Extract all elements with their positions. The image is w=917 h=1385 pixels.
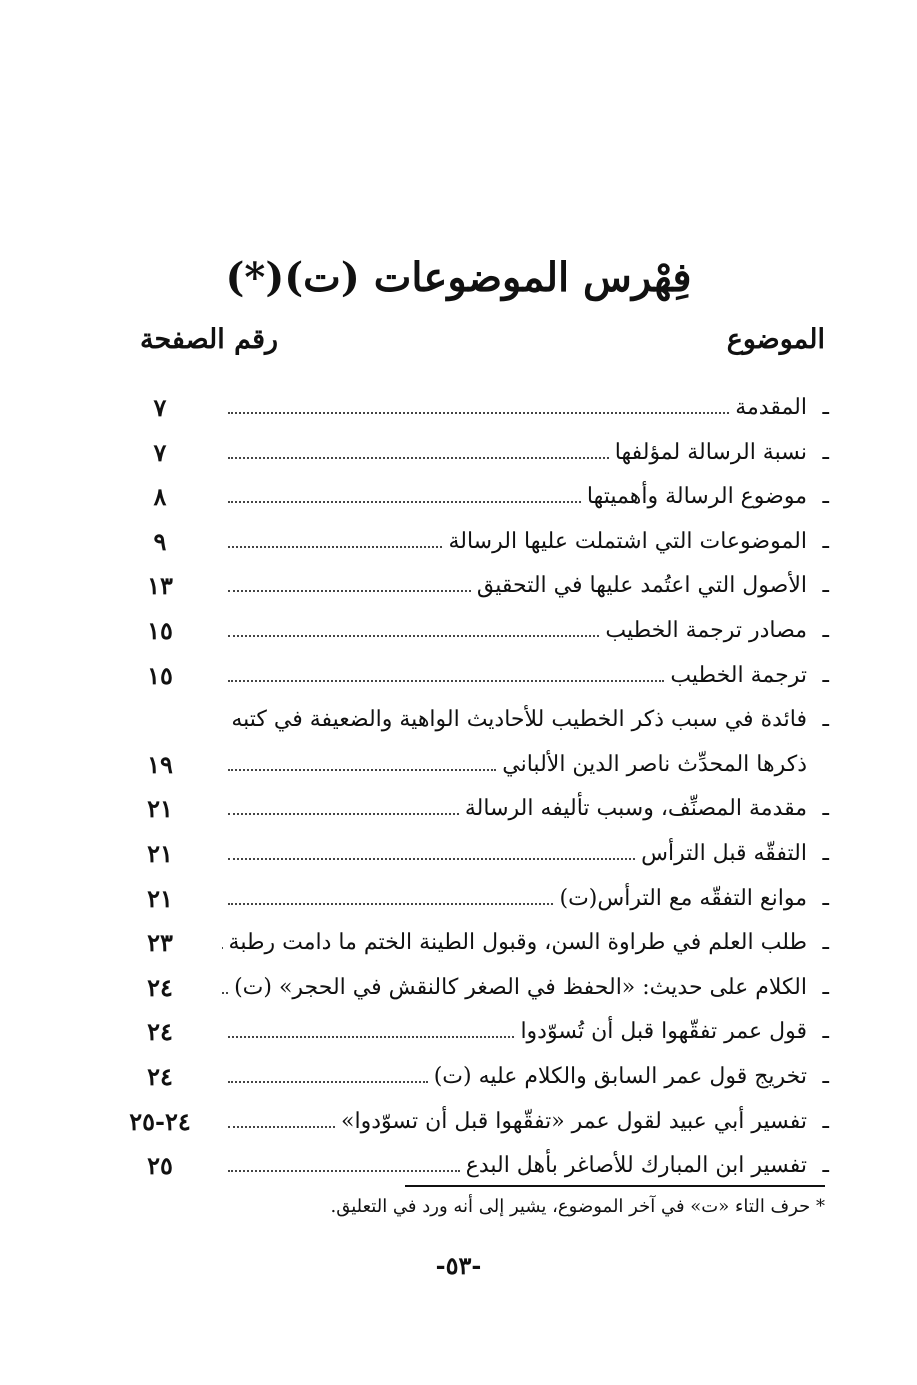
toc-entry: [0, 1142, 917, 1186]
toc-entry: [0, 518, 917, 562]
entry-title: ذكرها المحدِّث ناصر الدين الألباني: [502, 751, 807, 777]
entry-page-number: ١٣: [147, 571, 173, 601]
entry-line: [222, 968, 807, 1008]
entry-page-number: ٢٣: [147, 928, 173, 958]
page-title: فِهْرس الموضوعات (ت)(*): [225, 254, 692, 301]
entry-title: تخريج قول عمر السابق والكلام عليه (ت): [433, 1064, 807, 1089]
dot-leader: [228, 747, 496, 771]
dot-leader: [228, 658, 664, 682]
entry-line: [222, 656, 807, 696]
entry-line: [222, 611, 807, 651]
entry-page-number: ٢٤: [147, 1062, 173, 1091]
dot-leader: [228, 791, 459, 815]
dot-leader: [222, 970, 228, 994]
entry-page-number: ٧: [153, 393, 167, 422]
entry-title: مقدمة المصنِّف، وسبب تأليفه الرسالة: [464, 796, 807, 822]
entry-bullet: ـ: [822, 528, 829, 554]
entry-bullet: ـ: [822, 1019, 829, 1045]
entry-bullet: ـ: [822, 974, 829, 1000]
entry-title: الموضوعات التي اشتملت عليها الرسالة: [448, 528, 807, 554]
entry-line: [222, 388, 807, 428]
dot-leader: [228, 1059, 428, 1083]
entry-page-number: ٢٤: [147, 972, 173, 1002]
toc-entry: [0, 964, 917, 1008]
entry-page-number: ٢٤-٢٥: [129, 1106, 191, 1136]
entry-bullet: ـ: [822, 1153, 829, 1179]
toc-entry: [0, 830, 917, 874]
entry-bullet: ـ: [822, 662, 829, 688]
page-number: -٥٣-: [435, 1251, 482, 1280]
entry-bullet: ـ: [822, 439, 829, 465]
entry-title: مصادر ترجمة الخطيب: [605, 618, 807, 643]
entry-line: [222, 1057, 807, 1097]
toc-entry: [0, 919, 917, 963]
dot-leader: [222, 925, 223, 949]
dot-leader: [228, 390, 729, 414]
entry-page-number: ٢١: [147, 883, 173, 913]
toc-entry: [0, 607, 917, 651]
dot-leader: [228, 613, 599, 637]
toc-entry: [0, 652, 917, 696]
entry-line: [222, 700, 807, 740]
entry-line: [222, 477, 807, 517]
entry-title: قول عمر تفقّهوا قبل أن تُسوّدوا: [520, 1019, 807, 1045]
entry-line: [222, 879, 807, 919]
entry-title: التفقّه قبل الترأس: [641, 841, 807, 866]
entry-page-number: ٢١: [147, 839, 173, 868]
entry-bullet: ـ: [822, 618, 829, 643]
entry-title: ترجمة الخطيب: [670, 662, 807, 688]
entry-line: [222, 1146, 807, 1186]
entry-page-number: ١٥: [147, 660, 173, 690]
entry-line: [222, 433, 807, 473]
entry-bullet: ـ: [822, 885, 829, 911]
toc-entry: [0, 696, 917, 740]
dot-leader: [228, 836, 635, 860]
entry-line: [222, 834, 807, 874]
toc-entry: [0, 1053, 917, 1097]
entry-page-number: ١٥: [147, 616, 173, 645]
entry-title: تفسير ابن المبارك للأصاغر بأهل البدع: [465, 1153, 807, 1179]
entry-line: [222, 745, 807, 785]
entry-bullet: ـ: [822, 1064, 829, 1089]
toc-entry: [0, 1008, 917, 1052]
toc-entry: [0, 785, 917, 829]
entry-title: نسبة الرسالة لمؤلفها: [614, 439, 807, 465]
dot-leader: [228, 479, 581, 503]
dot-leader: [228, 568, 471, 592]
entry-title: فائدة في سبب ذكر الخطيب للأحاديث الواهية والضعيفة في كتبه: [231, 707, 807, 733]
column-header-page-number: رقم الصفحة: [140, 324, 279, 355]
dot-leader: [228, 881, 553, 905]
entry-bullet: ـ: [822, 573, 829, 599]
entry-title: تفسير أبي عبيد لقول عمر «تفقّهوا قبل أن تسوّدوا»: [341, 1108, 807, 1134]
entry-bullet: ـ: [822, 930, 829, 956]
entry-page-number: ١٩: [147, 749, 173, 779]
entry-page-number: ٧: [153, 437, 167, 467]
footnote: * حرف التاء «ت» في آخر الموضوع، يشير إلى أنه ورد في التعليق.: [330, 1196, 825, 1217]
dot-leader: [228, 435, 609, 459]
dot-leader: [228, 1148, 460, 1172]
column-header-topic: الموضوع: [726, 324, 825, 355]
entry-page-number: ٩: [153, 526, 167, 556]
entry-title: الأصول التي اعتُمد عليها في التحقيق: [476, 573, 807, 599]
entry-page-number: ٨: [153, 482, 167, 512]
entry-bullet: ـ: [822, 1108, 829, 1134]
entry-page-number: ٢٤: [147, 1017, 173, 1047]
entry-title: الكلام على حديث: «الحفظ في الصغر كالنقش في الحجر» (ت): [234, 974, 807, 1000]
entry-line: [222, 1012, 807, 1052]
entry-bullet: ـ: [822, 707, 829, 733]
entry-line: [222, 566, 807, 606]
entry-title: المقدمة: [735, 395, 807, 420]
entry-page-number: ٢١: [147, 794, 173, 824]
entry-bullet: ـ: [822, 841, 829, 866]
toc-entry: [0, 429, 917, 473]
entry-line: [222, 789, 807, 829]
toc-entry: [0, 1098, 917, 1142]
toc-entry: [0, 875, 917, 919]
footnote-separator: [405, 1185, 825, 1187]
dot-leader: [228, 524, 442, 548]
entry-title: طلب العلم في طراوة السن، وقبول الطينة الختم ما دامت رطبة: [228, 930, 807, 956]
entry-line: [222, 923, 807, 963]
entry-bullet: ـ: [822, 796, 829, 822]
entry-title: موضوع الرسالة وأهميتها: [586, 484, 807, 510]
toc-entry: [0, 473, 917, 517]
entry-line: [222, 1102, 807, 1142]
dot-leader: [228, 1104, 335, 1128]
toc-entry: [0, 741, 917, 785]
entry-title: موانع التفقّه مع الترأس(ت): [559, 885, 807, 911]
dot-leader: [228, 1014, 514, 1038]
entry-line: [222, 522, 807, 562]
toc-entry: [0, 384, 917, 428]
entry-page-number: ٢٥: [147, 1151, 173, 1181]
entry-bullet: ـ: [822, 395, 829, 420]
toc-entry: [0, 562, 917, 606]
entry-bullet: ـ: [822, 484, 829, 510]
